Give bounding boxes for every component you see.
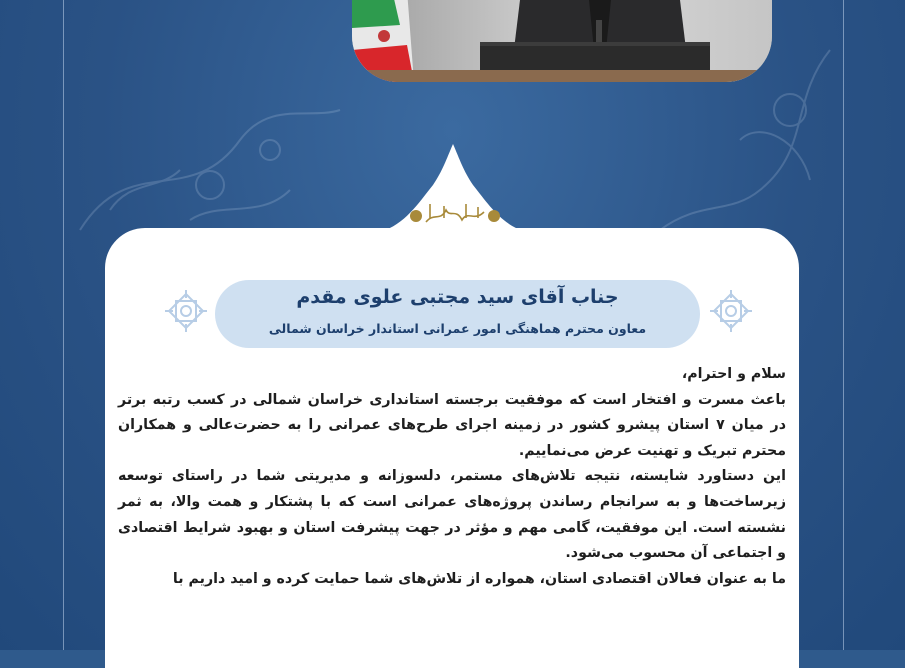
- letter-paragraph: این دستاورد شایسته، نتیجه تلاش‌های مستمر، دلسوزانه و مدیریتی شما در راستای توسعه زیرساخت‌ها و به سرانجام رساندن پروژه‌های عمرانی است که با پشتکار و همت والا، به ثمر نشسته است. این موفقیت، گامی مهم و مؤثر در جهت پیشرفت استان و بهبود شرایط اقتصادی و اجتماعی آن محسوب می‌شود.: [118, 468, 786, 562]
- knot-ornament-left-icon: [163, 288, 209, 334]
- greeting: سلام و احترام،: [681, 366, 786, 382]
- knot-ornament-right-icon: [708, 288, 754, 334]
- official-photo: [352, 0, 772, 82]
- letter-body: [118, 362, 786, 592]
- letter-paragraph: ما به عنوان فعالان اقتصادی استان، همواره از تلاش‌های شما حمایت کرده و امید داریم با: [172, 570, 786, 587]
- frame-line-right: [843, 0, 844, 650]
- recipient-name: جناب آقای سید مجتبی علوی مقدم: [296, 286, 619, 308]
- frame-line-left: [63, 0, 64, 650]
- photo-table: [352, 70, 772, 82]
- letter-paragraph: باعث مسرت و افتخار است که موفقیت برجسته استانداری خراسان شمالی در کسب رتبه برتر در میان ۷ استان پیشرو کشور در زمینه اجرای طرح‌های عمرانی را به حضرت‌عالی و همکاران محترم تبریک و تهنیت عرض می‌نماییم.: [118, 391, 786, 459]
- floral-ornament-left: [70, 90, 350, 250]
- basmala-calligraphy: [410, 198, 500, 228]
- recipient-position: معاون محترم هماهنگی امور عمرانی استاندار خراسان شمالی: [268, 321, 647, 336]
